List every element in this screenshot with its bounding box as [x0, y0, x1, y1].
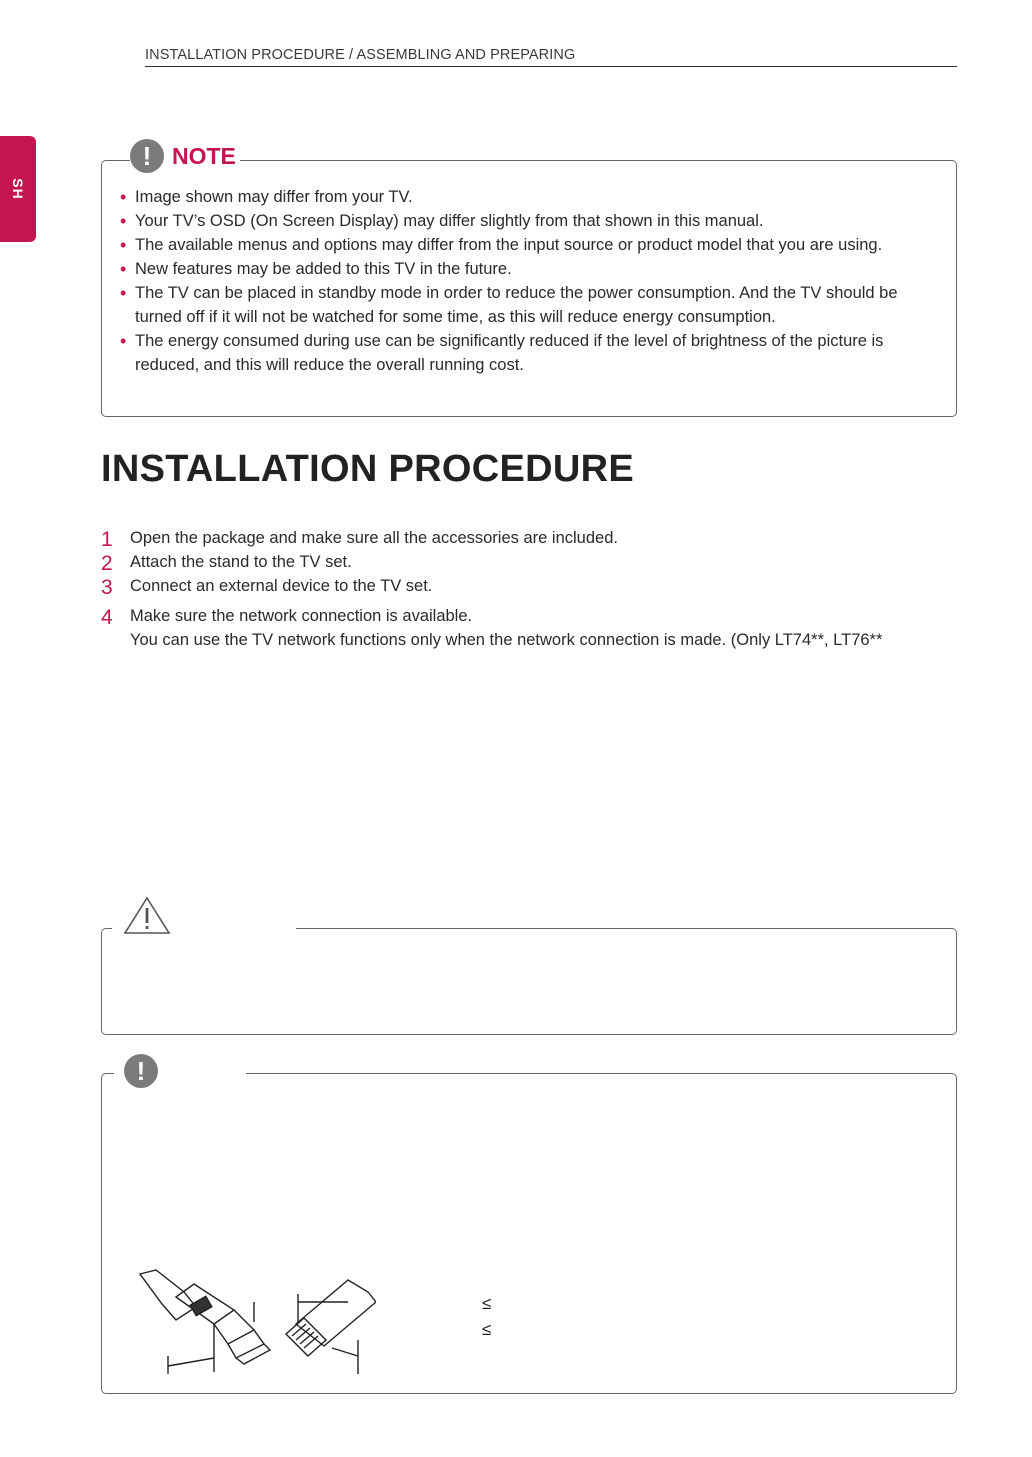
step-number: 4: [101, 606, 113, 629]
language-tab-label: SH: [10, 178, 26, 200]
steps-list: [101, 526, 961, 652]
note-item: • Your TV’s OSD (On Screen Display) may differ slightly from that shown in this manual.: [135, 209, 942, 233]
step-text: Make sure the network connection is available.: [130, 607, 473, 625]
step-number: 2: [101, 552, 113, 575]
warning-triangle-icon: [122, 895, 172, 935]
step-text: Connect an external device to the TV set.: [130, 577, 433, 595]
dimension-symbol: ≤: [482, 1294, 492, 1313]
note-item: • New features may be added to this TV in the future.: [135, 257, 942, 281]
note-item: • Image shown may differ from your TV.: [135, 185, 942, 209]
note-box: [101, 140, 957, 417]
note-item: • The available menus and options may differ from the input source or product model that you are using.: [135, 233, 942, 257]
step-text: Attach the stand to the TV set.: [130, 553, 352, 571]
connector-size-illustration: [136, 1262, 376, 1387]
step-item: [101, 526, 961, 550]
note-list: [102, 161, 956, 377]
step-item: [101, 604, 961, 652]
step-item: [101, 550, 961, 574]
page-header: INSTALLATION PROCEDURE / ASSEMBLING AND PREPARING: [145, 47, 957, 67]
caution-heading: [112, 899, 296, 931]
step-item: [101, 574, 961, 598]
step-text: Open the package and make sure all the accessories are included.: [130, 529, 618, 547]
dimension-symbol: ≤: [482, 1320, 492, 1339]
step-subtext: You can use the TV network functions only when the network connection is made. (Only LT74**, LT76**: [130, 631, 883, 649]
note-item: • The TV can be placed in standby mode in order to reduce the power consumption. And the TV should be turned off if it will not be watched for some time, as this will reduce energy consumption.: [135, 281, 942, 329]
note-heading-2: [114, 1050, 246, 1086]
exclamation-icon: !: [124, 1054, 158, 1088]
step-number: 3: [101, 576, 113, 599]
caution-box: [101, 928, 957, 1035]
note-heading: [130, 139, 240, 173]
exclamation-icon: !: [130, 139, 164, 173]
step-number: 1: [101, 528, 113, 551]
note-item: • The energy consumed during use can be significantly reduced if the level of brightness of the picture is reduced, and this will reduce the overall running cost.: [135, 329, 942, 377]
section-title: INSTALLATION PROCEDURE: [101, 448, 634, 490]
note-title: NOTE: [172, 142, 236, 169]
language-tab: [0, 136, 36, 242]
